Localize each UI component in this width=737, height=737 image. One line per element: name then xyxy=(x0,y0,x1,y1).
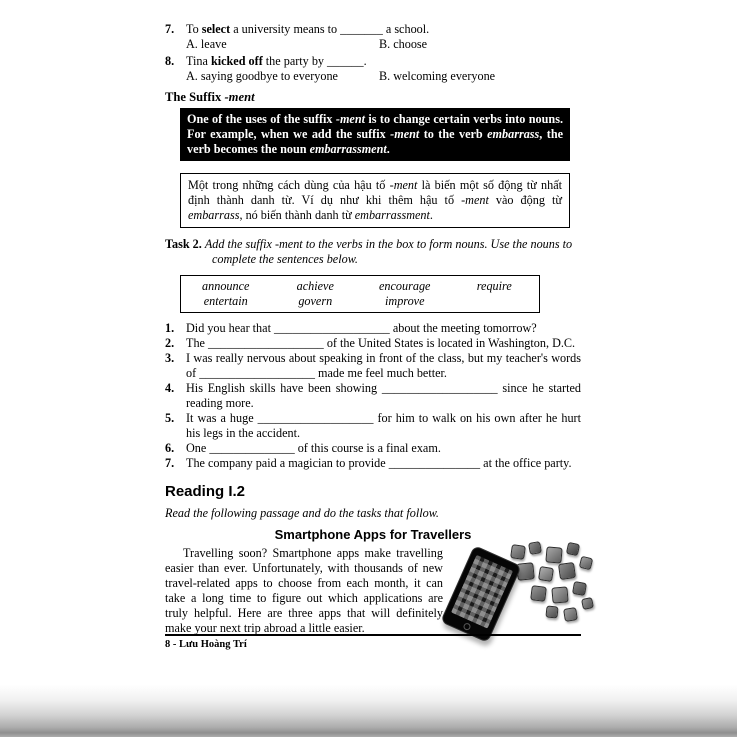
sentence-item xyxy=(165,411,581,441)
option-a: A. saying goodbye to everyone xyxy=(186,69,338,83)
suffix-rule-box-english: One of the uses of the suffix -ment is to change certain verbs into nouns. For example, when we add the suffix -ment to the verb embarrass, the verb becomes the noun embarrassment. xyxy=(180,108,570,161)
app-icon-cube xyxy=(572,581,587,596)
app-icon-cube xyxy=(538,566,554,582)
sentence-item xyxy=(165,456,581,471)
page-footer xyxy=(165,634,581,651)
sentence-number: 5. xyxy=(165,411,175,425)
sentence-number: 7. xyxy=(165,456,175,470)
passage-title: Smartphone Apps for Travellers xyxy=(274,527,472,542)
question-body xyxy=(186,54,581,84)
question-number: 7. xyxy=(165,22,175,36)
sentence-item xyxy=(165,336,581,351)
question-number: 8. xyxy=(165,54,175,68)
sentence-text: It was a huge ___________________ for him to walk on his own after he hurt his legs in the accident. xyxy=(186,411,581,440)
app-icon-cube xyxy=(563,607,578,622)
app-icon-cube xyxy=(510,544,526,560)
suffix-section-heading: The Suffix -ment xyxy=(165,90,255,104)
sentence-text: Did you hear that ___________________ about the meeting tomorrow? xyxy=(186,321,537,335)
question-body xyxy=(186,22,581,52)
sentence-text: One ______________ of this course is a final exam. xyxy=(186,441,441,455)
app-icon-cube xyxy=(528,541,542,555)
sentence-number: 3. xyxy=(165,351,175,365)
vocab-question-7 xyxy=(165,22,581,52)
reading-passage xyxy=(165,546,581,636)
option-b: B. choose xyxy=(379,37,428,51)
app-icon-cube xyxy=(551,586,568,603)
word-box-word xyxy=(450,294,540,309)
smartphone-apps-image xyxy=(449,542,597,638)
smartphone-screen xyxy=(451,555,513,629)
sentence-number: 2. xyxy=(165,336,175,350)
question-options xyxy=(186,69,581,84)
question-stem: To select a university means to _______ a school. xyxy=(186,22,430,36)
app-icon-cube xyxy=(566,542,580,556)
task2-sentences xyxy=(165,321,581,471)
sentence-item xyxy=(165,321,581,336)
footer-page-number-author: 8 - Lưu Hoàng Trí xyxy=(165,639,247,650)
sentence-text: I was really nervous about speaking in front of the class, but my teacher's words of ___________________ made me feel much better. xyxy=(186,351,581,380)
word-box-word: improve xyxy=(385,294,425,308)
sentence-text: His English skills have been showing ___________________ since he started reading more. xyxy=(186,381,581,410)
app-icon-cube xyxy=(530,585,547,602)
option-b: B. welcoming everyone xyxy=(379,69,496,83)
sentence-item xyxy=(165,381,581,411)
task2-label: Task 2. xyxy=(165,237,202,251)
word-box-word: achieve xyxy=(296,279,334,293)
page-content xyxy=(165,22,581,640)
sentence-number: 4. xyxy=(165,381,175,395)
sentence-number: 1. xyxy=(165,321,175,335)
sentence-text: The company paid a magician to provide _______________ at the office party. xyxy=(186,456,572,470)
passage-text: Travelling soon? Smartphone apps make travelling easier than ever. Unfortunately, with thousands of new travel-related apps to choose from each month, it can take a long time to figure out which applications are truly helpful. Here are three apps that will definitely make your next trip abroad a little easier. xyxy=(165,546,443,635)
word-box-word: encourage xyxy=(379,279,431,293)
sentence-item xyxy=(165,441,581,456)
word-box-row xyxy=(181,279,539,294)
app-icon-cube xyxy=(545,605,558,618)
task2-instruction-text: Add the suffix -ment to the verbs in the box to form nouns. Use the nouns to complete the sentences below. xyxy=(204,237,573,266)
sentence-item xyxy=(165,351,581,381)
suffix-rule-box-vietnamese: Một trong những cách dùng của hậu tố -ment là biến một số động từ nhất định thành danh từ. Ví dụ như khi thêm hậu tố -ment vào động từ embarrass, nó biến thành danh từ embarrassment. xyxy=(180,173,570,228)
sentence-number: 6. xyxy=(165,441,175,455)
word-box-word: entertain xyxy=(203,294,248,308)
sentence-text: The ___________________ of the United States is located in Washington, D.C. xyxy=(186,336,576,350)
question-options xyxy=(186,37,581,52)
word-box-word: govern xyxy=(298,294,333,308)
app-icon-cube xyxy=(579,556,594,571)
reading-section-heading: Reading I.2 xyxy=(165,483,246,500)
task2-instructions xyxy=(165,237,581,267)
word-box-row xyxy=(181,294,539,309)
smartphone-home-button xyxy=(462,622,471,631)
app-icon-cube xyxy=(558,562,576,580)
word-box xyxy=(180,275,540,313)
page-bottom-shadow xyxy=(0,685,737,737)
option-a: A. leave xyxy=(186,37,227,51)
word-box-word: require xyxy=(476,279,512,293)
app-icon-cube xyxy=(581,597,594,610)
app-icon-cube xyxy=(545,546,562,563)
reading-instruction: Read the following passage and do the tasks that follow. xyxy=(165,506,439,520)
smartphone-icon xyxy=(440,545,522,643)
vocab-question-8 xyxy=(165,54,581,84)
word-box-word: announce xyxy=(202,279,250,293)
question-stem: Tina kicked off the party by ______. xyxy=(186,54,367,68)
